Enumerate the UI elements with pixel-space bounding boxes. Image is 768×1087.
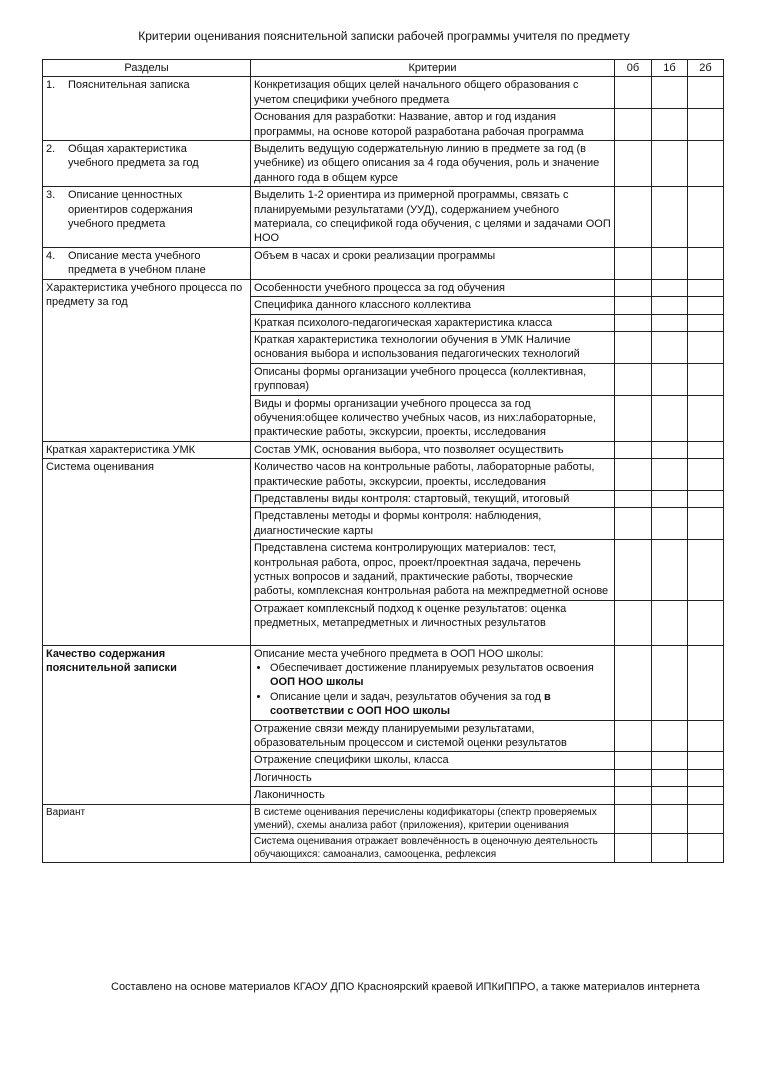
bullet-text-bold: в соответствии с ООП НОО школы (270, 690, 551, 718)
score-cell[interactable] (688, 459, 724, 491)
criterion-cell (251, 645, 615, 720)
section-cell: Система оценивания (43, 459, 251, 645)
score-cell[interactable] (615, 833, 652, 862)
criterion-cell: Основания для разработки: Название, автор и год издания программы, на основе которой разработана рабочая программа (251, 109, 615, 141)
criterion-cell: Представлены виды контроля: стартовый, текущий, итоговый (251, 490, 615, 507)
score-cell[interactable] (615, 787, 652, 804)
section-label: Общая характеристика учебного предмета за год (68, 143, 199, 170)
section-number: 4. (46, 249, 56, 262)
score-cell[interactable] (688, 363, 724, 395)
score-cell[interactable] (615, 540, 652, 601)
criterion-bullet-list (254, 661, 611, 719)
score-cell[interactable] (688, 109, 724, 141)
criterion-cell: Отражение связи между планируемыми результатами, образовательным процессом и системой оценки результатов (251, 720, 615, 752)
score-cell[interactable] (688, 395, 724, 441)
score-cell[interactable] (688, 508, 724, 540)
score-cell[interactable] (688, 187, 724, 248)
score-cell[interactable] (615, 459, 652, 491)
criterion-cell: Представлена система контролирующих материалов: тест, контрольная работа, опрос, проект/проектная задача, перечень устных вопросов и заданий, практические работы, творческие работы, комплексная контрольная работа на межпредметной основе (251, 540, 615, 601)
score-cell[interactable] (688, 314, 724, 331)
criteria-table (42, 59, 724, 863)
table-row (43, 441, 724, 458)
score-cell[interactable] (688, 600, 724, 645)
score-cell[interactable] (688, 833, 724, 862)
score-cell[interactable] (688, 247, 724, 279)
header-score-0: 0б (615, 60, 652, 77)
criterion-cell: Описаны формы организации учебного процесса (коллективная, групповая) (251, 363, 615, 395)
criterion-cell: Объем в часах и сроки реализации программы (251, 247, 615, 279)
section-cell: Вариант (43, 804, 251, 862)
page-title: Критерии оценивания пояснительной записки рабочей программы учителя по предмету (138, 29, 630, 43)
criterion-cell: Представлены методы и формы контроля: наблюдения, диагностические карты (251, 508, 615, 540)
score-cell[interactable] (688, 540, 724, 601)
score-cell[interactable] (615, 804, 652, 833)
header-score-1: 1б (652, 60, 688, 77)
score-cell[interactable] (652, 247, 688, 279)
criterion-cell: Конкретизация общих целей начального общего образования с учетом специфики учебного предмета (251, 77, 615, 109)
table-row (43, 459, 724, 491)
bullet-text: Обеспечивает достижение планируемых результатов освоения (270, 662, 594, 675)
score-cell[interactable] (652, 600, 688, 645)
score-cell[interactable] (615, 441, 652, 458)
score-cell[interactable] (688, 787, 724, 804)
score-cell[interactable] (615, 331, 652, 363)
score-cell[interactable] (615, 645, 652, 720)
criterion-cell: В системе оценивания перечислены кодификаторы (спектр проверяемых умений), схемы анализа работ (приложения), критерии оценивания (251, 804, 615, 833)
score-cell[interactable] (615, 77, 652, 109)
score-cell[interactable] (652, 752, 688, 769)
score-cell[interactable] (688, 720, 724, 752)
score-cell[interactable] (615, 490, 652, 507)
criterion-cell: Отражение специфики школы, класса (251, 752, 615, 769)
score-cell[interactable] (688, 297, 724, 314)
criterion-cell: Состав УМК, основания выбора, что позволяет осуществить (251, 441, 615, 458)
score-cell[interactable] (652, 804, 688, 833)
score-cell[interactable] (615, 508, 652, 540)
bullet-text-bold: ООП НОО школы (270, 676, 364, 689)
score-cell[interactable] (688, 331, 724, 363)
score-cell[interactable] (688, 490, 724, 507)
section-label: Пояснительная записка (68, 79, 190, 92)
list-item (270, 690, 611, 719)
score-cell[interactable] (652, 645, 688, 720)
section-cell: Характеристика учебного процесса по предмету за год (43, 279, 251, 441)
score-cell[interactable] (688, 441, 724, 458)
score-cell[interactable] (652, 833, 688, 862)
score-cell[interactable] (688, 77, 724, 109)
table-row (43, 804, 724, 833)
score-cell[interactable] (652, 109, 688, 141)
score-cell[interactable] (688, 645, 724, 720)
score-cell[interactable] (688, 769, 724, 786)
score-cell[interactable] (615, 314, 652, 331)
table-header-row (43, 60, 724, 77)
criterion-cell: Количество часов на контрольные работы, лабораторные работы, практические работы, экскурсии, проекты, исследования (251, 459, 615, 491)
section-cell (43, 77, 251, 141)
section-cell: Краткая характеристика УМК (43, 441, 251, 458)
table-row (43, 247, 724, 279)
table-row (43, 187, 724, 248)
score-cell[interactable] (652, 787, 688, 804)
score-cell[interactable] (688, 141, 724, 187)
criterion-cell: Выделить ведущую содержательную линию в предмете за год (в учебнике) из общего описания за 4 года обучения, роль и значение данного года в общем курсе (251, 141, 615, 187)
table-row (43, 645, 724, 720)
criterion-cell: Краткая психолого-педагогическая характеристика класса (251, 314, 615, 331)
criterion-cell: Выделить 1-2 ориентира из примерной программы, связать с планируемыми результатами (УУД), содержанием учебного материала, со спецификой года обучения, с целями и задачами ООП НОО (251, 187, 615, 248)
score-cell[interactable] (615, 109, 652, 141)
section-number: 1. (46, 79, 56, 92)
criterion-cell: Особенности учебного процесса за год обучения (251, 279, 615, 296)
bullet-text: Описание цели и задач, результатов обучения за год (270, 690, 544, 703)
section-cell: Качество содержания пояснительной записки (43, 645, 251, 804)
score-cell[interactable] (615, 187, 652, 248)
criterion-cell: Виды и формы организации учебного процесса за год обучения:общее количество учебных часов, из них:лабораторные, практические работы, экскурсии, проекты, исследования (251, 395, 615, 441)
score-cell[interactable] (652, 279, 688, 296)
score-cell[interactable] (652, 297, 688, 314)
header-score-2: 2б (688, 60, 724, 77)
score-cell[interactable] (652, 441, 688, 458)
criterion-intro: Описание места учебного предмета в ООП НОО школы: (254, 647, 544, 660)
score-cell[interactable] (652, 395, 688, 441)
criterion-cell: Логичность (251, 769, 615, 786)
score-cell[interactable] (615, 395, 652, 441)
score-cell[interactable] (615, 752, 652, 769)
score-cell[interactable] (652, 459, 688, 491)
score-cell[interactable] (615, 363, 652, 395)
footer-note: Составлено на основе материалов КГАОУ ДПО Красноярский краевой ИПКиППРО, а также материалов интернета (111, 981, 700, 993)
score-cell[interactable] (688, 804, 724, 833)
score-cell[interactable] (652, 720, 688, 752)
criterion-cell: Система оценивания отражает вовлечённость в оценочную деятельность обучающихся: самоанализ, самооценка, рефлексия (251, 833, 615, 862)
section-number: 2. (46, 143, 56, 156)
score-cell[interactable] (615, 297, 652, 314)
section-cell (43, 187, 251, 248)
score-cell[interactable] (652, 141, 688, 187)
score-cell[interactable] (652, 490, 688, 507)
section-number: 3. (46, 189, 56, 202)
section-label: Описание места учебного предмета в учебном плане (68, 249, 206, 277)
header-sections: Разделы (43, 60, 251, 77)
score-cell[interactable] (615, 247, 652, 279)
score-cell[interactable] (615, 141, 652, 187)
criterion-cell: Лаконичность (251, 787, 615, 804)
list-item (270, 661, 611, 690)
section-label: Описание ценностных ориентиров содержания учебного предмета (68, 189, 193, 231)
score-cell[interactable] (615, 720, 652, 752)
criterion-cell: Краткая характеристика технологии обучения в УМК Наличие основания выбора и использования педагогических технологий (251, 331, 615, 363)
score-cell[interactable] (652, 363, 688, 395)
section-cell (43, 141, 251, 187)
table-row (43, 77, 724, 109)
criterion-cell: Специфика данного классного коллектива (251, 297, 615, 314)
score-cell[interactable] (652, 540, 688, 601)
table-row (43, 141, 724, 187)
score-cell[interactable] (688, 279, 724, 296)
score-cell[interactable] (652, 314, 688, 331)
score-cell[interactable] (615, 600, 652, 645)
section-cell (43, 247, 251, 279)
criterion-cell: Отражает комплексный подход к оценке результатов: оценка предметных, метапредметных и личностных результатов (251, 600, 615, 645)
score-cell[interactable] (652, 769, 688, 786)
score-cell[interactable] (615, 279, 652, 296)
header-criteria: Критерии (251, 60, 615, 77)
score-cell[interactable] (652, 77, 688, 109)
table-row (43, 279, 724, 296)
score-cell[interactable] (652, 187, 688, 248)
score-cell[interactable] (652, 508, 688, 540)
score-cell[interactable] (688, 752, 724, 769)
score-cell[interactable] (615, 769, 652, 786)
score-cell[interactable] (652, 331, 688, 363)
